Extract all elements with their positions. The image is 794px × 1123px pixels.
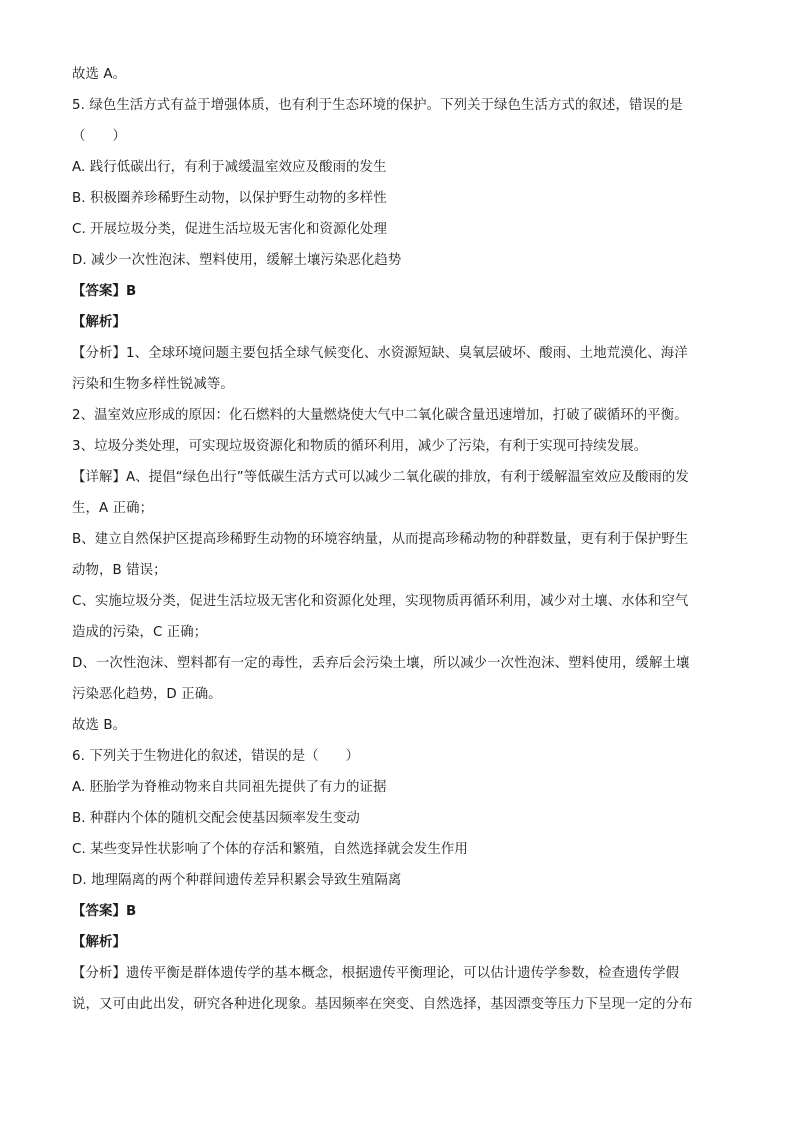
text-line: 污染恶化趋势，D 正确。: [72, 687, 222, 702]
question-5-stem: 5. 绿色生活方式有益于增强体质，也有利于生态环境的保护。下列关于绿色生活方式的叙述，错误的是: [72, 98, 683, 113]
text-line: 动物，B 错误；: [72, 563, 167, 578]
question-6-option-c: C. 某些变异性状影响了个体的存活和繁殖，自然选择就会发生作用: [72, 842, 468, 857]
answer-heading: 【答案】B: [72, 284, 137, 299]
text-line: 造成的污染，C 正确；: [72, 625, 208, 640]
text-line: 污染和生物多样性锐减等。: [72, 377, 234, 392]
question-6-option-a: A. 胚胎学为脊椎动物来自共同祖先提供了有力的证据: [72, 780, 387, 795]
text-line: C、实施垃圾分类，促进生活垃圾无害化和资源化处理，实现物质再循环利用，减少对土壤、水体和空气: [72, 594, 689, 609]
question-5-blank: （ ）: [72, 129, 126, 144]
question-5-option-a: A. 践行低碳出行，有利于减缓温室效应及酸雨的发生: [72, 160, 387, 175]
text-line: 【详解】A、提倡“绿色出行”等低碳生活方式可以减少二氧化碳的排放，有利于缓解温室效应及酸雨的发: [72, 470, 689, 485]
question-6-stem: 6. 下列关于生物进化的叙述，错误的是（ ）: [72, 749, 360, 764]
text-line: 2、温室效应形成的原因：化石燃料的大量燃烧使大气中二氧化碳含量迅速增加，打破了碳循环的平衡。: [72, 408, 688, 423]
answer-heading: 【答案】B: [72, 904, 137, 919]
text-line: 故选 B。: [72, 718, 127, 733]
question-6-option-d: D. 地理隔离的两个种群间遗传差异积累会导致生殖隔离: [72, 873, 402, 888]
text-line: 说，又可由此出发，研究各种进化现象。基因频率在突变、自然选择，基因漂变等压力下呈现一定的分布: [72, 997, 693, 1012]
text-line: 故选 A。: [72, 67, 127, 82]
text-line: D、一次性泡沫、塑料都有一定的毒性，丢弃后会污染土壤，所以减少一次性泡沫、塑料使用，缓解土壤: [72, 656, 690, 671]
text-line: 【分析】遗传平衡是群体遗传学的基本概念，根据遗传平衡理论，可以估计遗传学参数，检查遗传学假: [72, 966, 680, 981]
text-line: 【分析】1、全球环境问题主要包括全球气候变化、水资源短缺、臭氧层破坏、酸雨、土地荒漠化、海洋: [72, 346, 688, 361]
analysis-heading: 【解析】: [72, 315, 126, 330]
analysis-heading: 【解析】: [72, 935, 126, 950]
text-line: 生，A 正确；: [72, 501, 154, 516]
text-line: 3、垃圾分类处理，可实现垃圾资源化和物质的循环利用，减少了污染，有利于实现可持续发展。: [72, 439, 648, 454]
question-6-option-b: B. 种群内个体的随机交配会使基因频率发生变动: [72, 811, 360, 826]
question-5-option-c: C. 开展垃圾分类，促进生活垃圾无害化和资源化处理: [72, 222, 387, 237]
question-5-option-d: D. 减少一次性泡沫、塑料使用，缓解土壤污染恶化趋势: [72, 253, 402, 268]
text-line: B、建立自然保护区提高珍稀野生动物的环境容纳量，从而提高珍稀动物的种群数量，更有利于保护野生: [72, 532, 689, 547]
question-5-option-b: B. 积极圈养珍稀野生动物，以保护野生动物的多样性: [72, 191, 387, 206]
